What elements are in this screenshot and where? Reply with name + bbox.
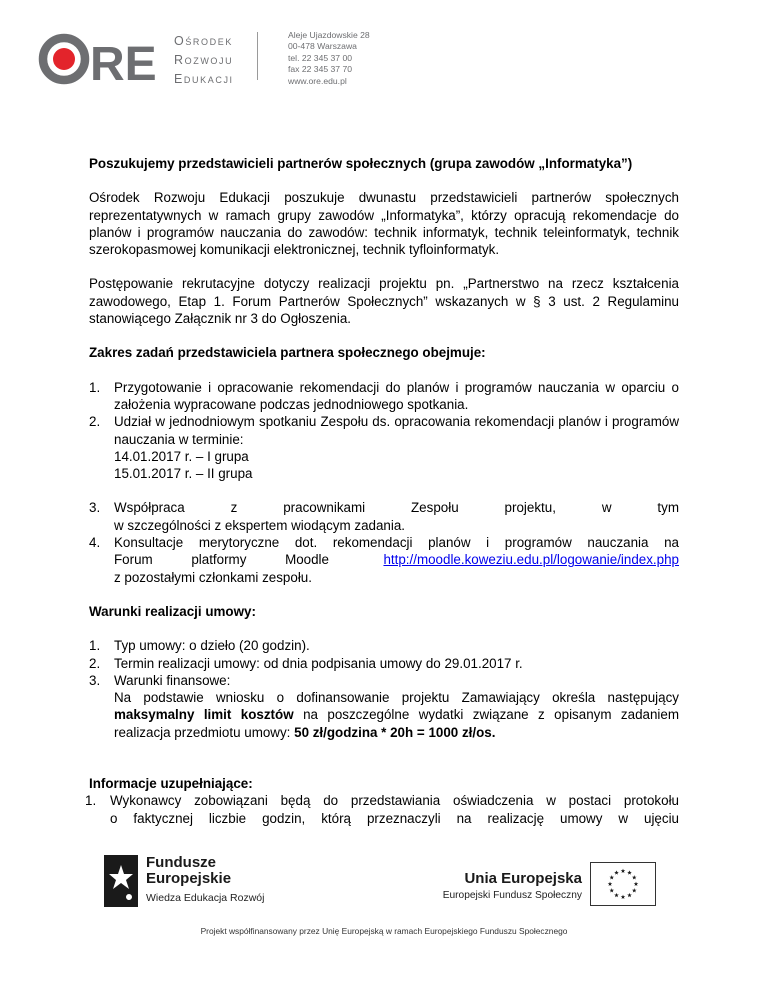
address-block	[288, 30, 370, 87]
date-line: 14.01.2017 r. – I grupa	[114, 448, 249, 464]
scope-list	[89, 379, 679, 586]
eu-flag-icon	[590, 862, 656, 906]
fe-star-icon	[104, 855, 138, 907]
fe-line: Fundusze	[146, 854, 216, 871]
eu-label	[430, 870, 582, 901]
ore-logo	[38, 30, 163, 90]
list-item: 4. Konsultacje merytoryczne dot. rekomendacji planów i programów nauczania na Forum platformy Moodle http://moodle.koweziu.edu.pl/logowanie/index.php z pozostałymi członkami zespołu.	[89, 535, 679, 585]
document-body	[85, 155, 679, 827]
eu-sub: Europejski Fundusz Społeczny	[442, 890, 582, 901]
list-item: 2. Udział w jednodniowym spotkaniu Zespołu ds. opracowania rekomendacji planów i programów nauczania w terminie: 14.01.2017 r. – I grupa 15.01.2017 r. – II grupa	[89, 414, 679, 482]
document-title: Poszukujemy przedstawicieli partnerów społecznych (grupa zawodów „Informatyka”)	[89, 156, 633, 171]
list-item: 2. Termin realizacji umowy: od dnia podpisania umowy do 29.01.2017 r.	[89, 655, 523, 671]
eu-title: Unia Europejska	[464, 870, 582, 887]
org-name-line: Ośrodek	[174, 34, 233, 48]
header-divider	[257, 32, 258, 80]
additional-list	[85, 792, 679, 827]
rate-value: 50 zł/godzina * 20h = 1000 zł/os.	[294, 724, 496, 740]
max-cost-label: maksymalny limit kosztów	[114, 707, 294, 723]
svg-text:RE: RE	[90, 38, 157, 90]
footer-note: Projekt współfinansowany przez Unię Europejską w ramach Europejskiego Funduszu Społecznego	[200, 926, 568, 936]
fundusze-europejskie-logo	[104, 853, 304, 911]
moodle-link[interactable]: http://moodle.koweziu.edu.pl/logowanie/index.php	[383, 552, 679, 568]
address-line: Aleje Ujazdowskie 28	[288, 30, 370, 40]
date-line: 15.01.2017 r. – II grupa	[114, 466, 253, 482]
intro-paragraph: Ośrodek Rozwoju Edukacji poszukuje dwunastu przedstawicieli partnerów społecznych reprezentatywnych w ramach grupy zawodów „Informatyka”, którzy opracują rekomendacje do planów i programów nauczania do zawodów: technik informatyk, technik teleinformatyk, technik szerokopasmowej komunikacji elektronicznej, technik tyfloinformatyk.	[89, 190, 679, 258]
org-name	[174, 32, 234, 89]
org-name-line: Edukacji	[174, 72, 234, 86]
address-line: fax 22 345 37 70	[288, 64, 353, 75]
list-item: 1. Przygotowanie i opracowanie rekomendacji do planów i programów nauczania w oparciu o założenia wypracowane podczas jednodniowego spotkania.	[89, 379, 679, 412]
procedure-paragraph: Postępowanie rekrutacyjne dotyczy realizacji projektu pn. „Partnerstwo na rzecz kształcenia zawodowego, Etap 1. Forum Partnerów Społecznych” wskazanych w § 3 ust. 2 Regulaminu stanowiącego Załącznik nr 3 do Ogłoszenia.	[89, 276, 679, 327]
list-item: 3. Warunki finansowe: Na podstawie wniosku o dofinansowanie projektu Zamawiający określa następujący maksymalny limit kosztów na poszczególne wydatki związane z opisanym zadaniem realizacja przedmiotu umowy: 50 zł/godzina * 20h = 1000 zł/os.	[89, 672, 679, 740]
terms-list	[89, 637, 679, 741]
finance-text: Na podstawie wniosku o dofinansowanie projektu Zamawiający określa następujący maksymalny limit kosztów na poszczególne wydatki związane z opisanym zadaniem realizacja przedmiotu umowy: 50 zł/godzina * 20h = 1000 zł/os.	[114, 690, 679, 740]
fe-line: Europejskie	[146, 870, 232, 887]
terms-heading: Warunki realizacji umowy:	[89, 603, 256, 619]
list-item: 1. Typ umowy: o dzieło (20 godzin).	[89, 638, 310, 654]
list-item: 1. Wykonawcy zobowiązani będą do przedstawiania oświadczenia w postaci protokołu o faktycznej liczbie godzin, którą przeznaczyli na realizację umowy w ujęciu	[85, 793, 679, 826]
letterhead	[38, 30, 558, 90]
list-item: 3. Współpraca z pracownikami Zespołu projektu, w tym w szczególności z ekspertem wiodącym zadania.	[89, 500, 679, 533]
additional-heading: Informacje uzupełniające:	[89, 776, 253, 792]
address-line: 00-478 Warszawa	[288, 41, 357, 52]
fe-sub: Wiedza Edukacja Rozwój	[146, 892, 265, 904]
address-line: tel. 22 345 37 00	[288, 52, 353, 63]
address-line: www.ore.edu.pl	[288, 75, 347, 86]
scope-heading: Zakres zadań przedstawiciela partnera społecznego obejmuje:	[89, 345, 486, 361]
org-name-line: Rozwoju	[174, 53, 234, 67]
